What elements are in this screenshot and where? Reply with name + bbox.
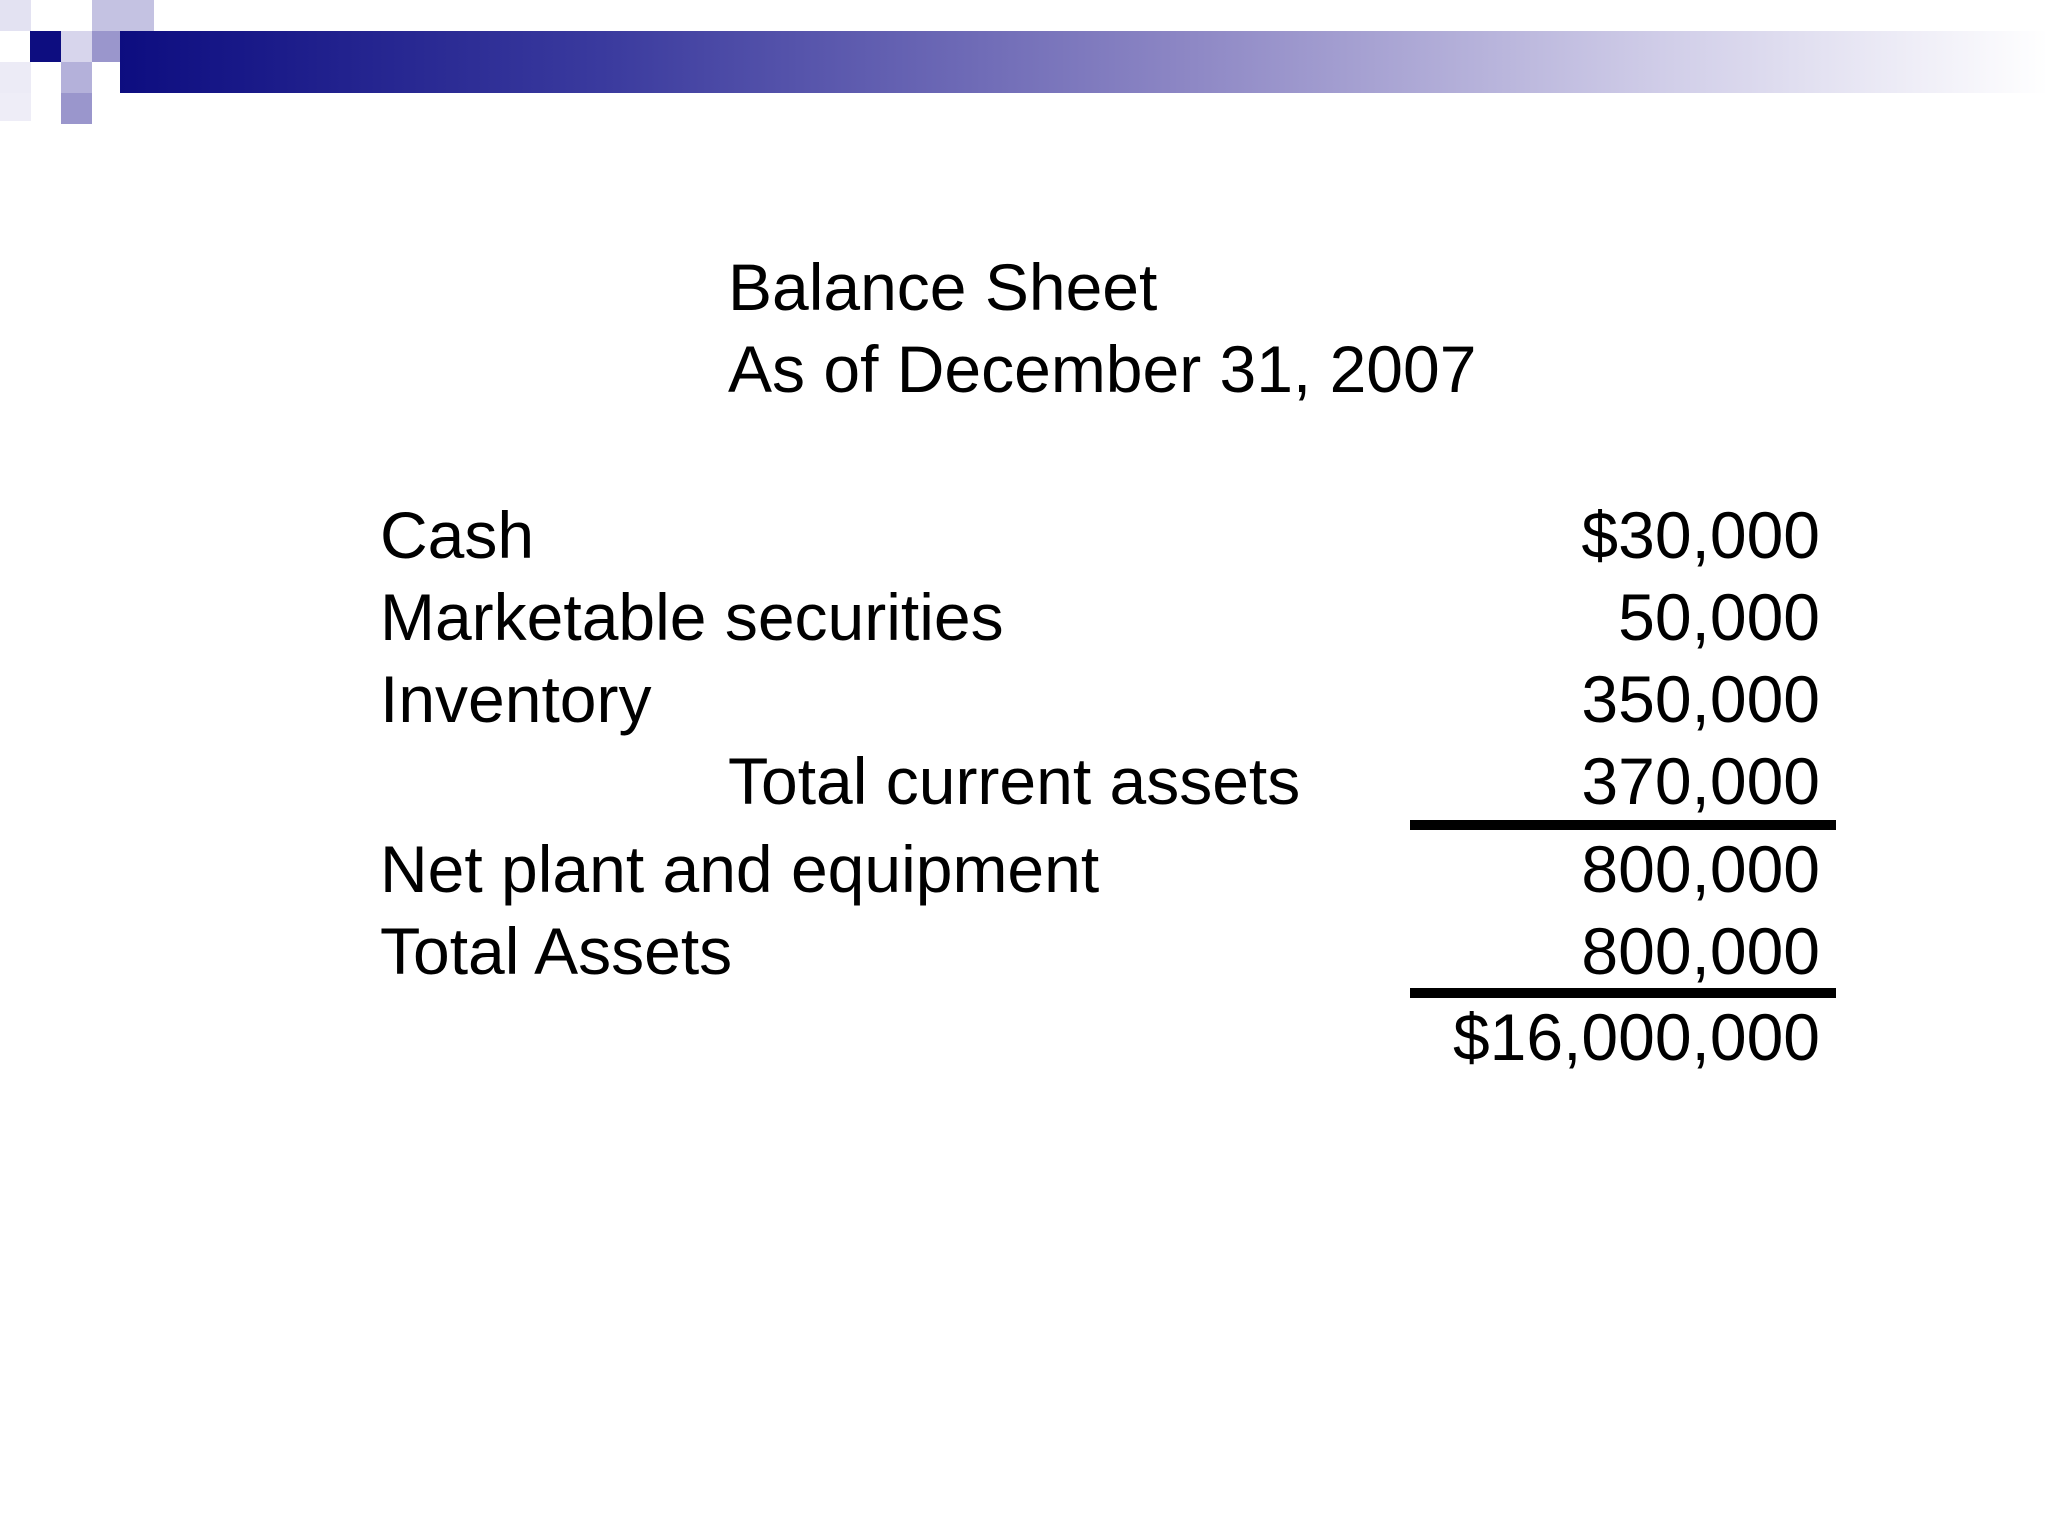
grand-total-value: $16,000,000 [1452, 1000, 1820, 1074]
row-label-cash: Cash [380, 498, 535, 572]
row-value-inventory: 350,000 [1581, 662, 1820, 736]
row-label-marketable-securities: Marketable securities [380, 580, 1004, 654]
row-value-cash: $30,000 [1581, 498, 1820, 572]
header-square-decoration [92, 31, 120, 62]
header-square-dark [30, 31, 61, 62]
subtotal-rule [1410, 820, 1836, 830]
sheet-date: As of December 31, 2007 [728, 332, 1477, 406]
sheet-title: Balance Sheet [728, 250, 1158, 324]
header-square-decoration [0, 62, 31, 93]
row-label-total-current-assets: Total current assets [728, 744, 1301, 818]
row-label-inventory: Inventory [380, 662, 652, 736]
row-value-total-current-assets: 370,000 [1581, 744, 1820, 818]
row-value-total-assets: 800,000 [1581, 914, 1820, 988]
header-square-decoration [0, 0, 31, 31]
row-value-net-plant: 800,000 [1581, 832, 1820, 906]
header-gradient-bar [120, 31, 2048, 93]
header-square-decoration [92, 0, 154, 31]
row-value-marketable-securities: 50,000 [1618, 580, 1820, 654]
header-square-decoration [61, 31, 92, 62]
row-label-total-assets: Total Assets [380, 914, 733, 988]
total-rule [1410, 988, 1836, 998]
header-square-decoration [31, 0, 62, 31]
header-square-decoration [0, 93, 31, 121]
header-square-decoration [61, 93, 92, 124]
header-square-decoration [61, 62, 92, 93]
row-label-net-plant: Net plant and equipment [380, 832, 1100, 906]
